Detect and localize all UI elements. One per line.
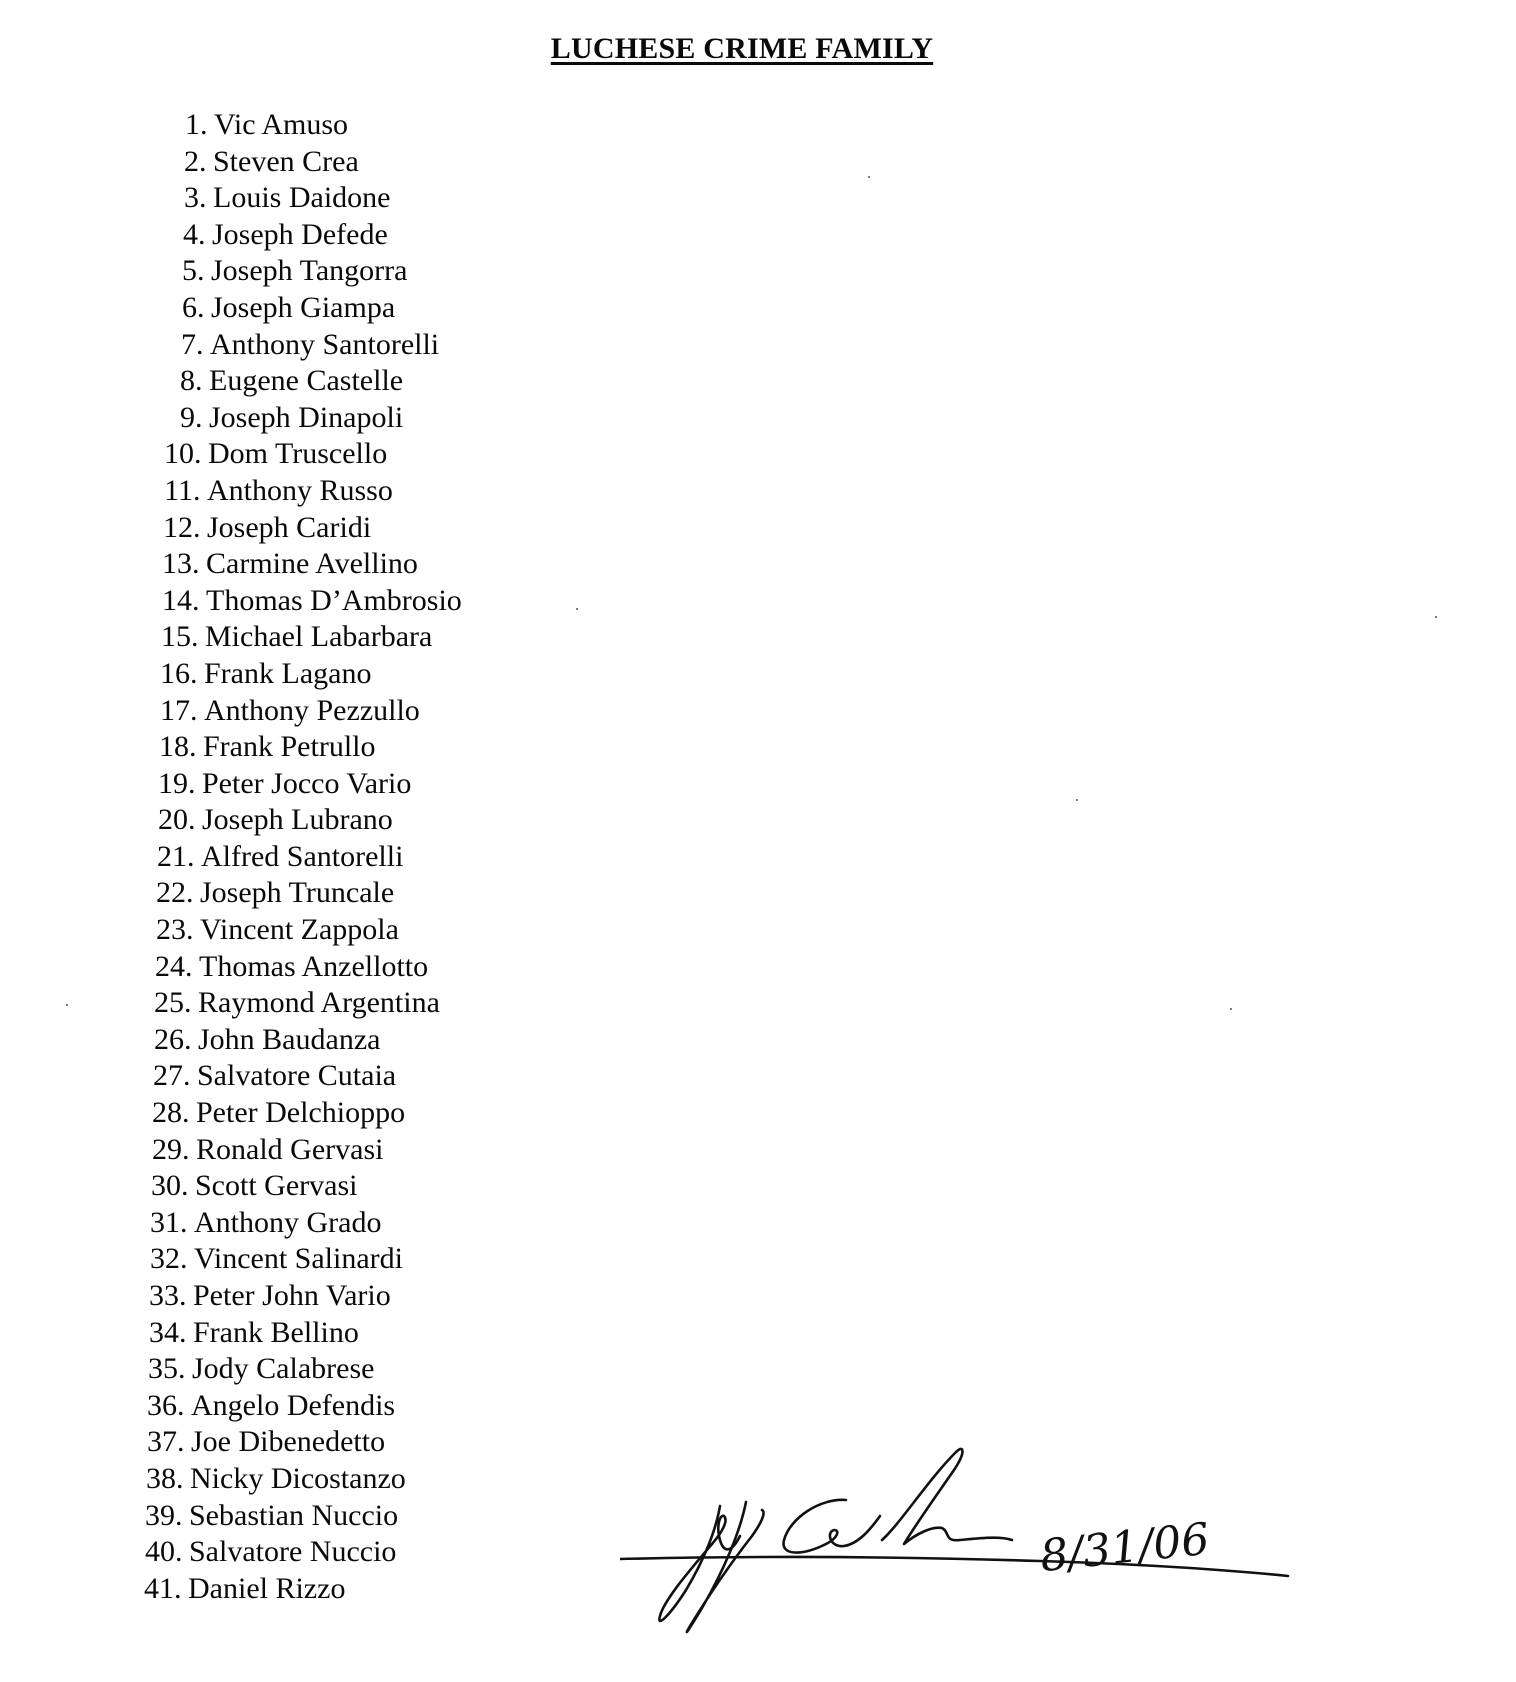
member-number-dot: .	[198, 217, 206, 251]
member-name: Joseph Giampa	[211, 290, 396, 324]
member-name: John Baudanza	[198, 1022, 381, 1056]
member-number-dot: .	[180, 1242, 188, 1276]
member-name: Peter Jocco Vario	[202, 766, 412, 800]
member-number: 3	[184, 181, 199, 215]
member-name: Jody Calabrese	[192, 1352, 375, 1386]
member-number-dot: .	[197, 290, 205, 324]
member-name: Joseph Dinapoli	[209, 400, 404, 434]
member-number-dot: .	[185, 949, 193, 983]
member-item	[0, 1424, 462, 1461]
member-name: Alfred Santorelli	[201, 839, 404, 873]
member-item	[0, 839, 462, 876]
member-item	[0, 363, 462, 400]
member-item	[0, 1278, 462, 1315]
member-name: Vincent Salinardi	[194, 1242, 403, 1276]
member-number-dot: .	[184, 1022, 192, 1056]
member-item	[0, 1241, 462, 1278]
member-number: 15	[161, 620, 191, 654]
member-number-dot: .	[177, 1425, 185, 1459]
member-number-dot: .	[178, 1352, 186, 1386]
member-number-dot: .	[190, 693, 198, 727]
member-name: Joseph Tangorra	[211, 254, 408, 288]
member-item	[0, 729, 462, 766]
member-number-dot: .	[183, 1059, 191, 1093]
member-name: Raymond Argentina	[198, 986, 440, 1020]
member-number: 32	[150, 1242, 180, 1276]
member-name: Joseph Lubrano	[202, 803, 393, 837]
member-number: 22	[156, 876, 186, 910]
member-item	[0, 802, 462, 839]
member-number-dot: .	[192, 547, 200, 581]
document-title: LUCHESE CRIME FAMILY	[550, 32, 934, 65]
member-number-dot: .	[179, 1279, 187, 1312]
member-number-dot: .	[180, 1205, 188, 1239]
signature-date	[1038, 1514, 1212, 1582]
member-number-dot: .	[186, 913, 194, 947]
member-number: 31	[150, 1205, 180, 1239]
member-number: 38	[146, 1461, 176, 1495]
member-number-dot: .	[190, 656, 198, 690]
member-name: Angelo Defendis	[191, 1388, 396, 1422]
member-list	[0, 107, 462, 1607]
member-name: Peter John Vario	[193, 1279, 391, 1312]
member-number: 7	[181, 327, 196, 361]
member-number: 19	[158, 766, 188, 800]
member-name: Thomas Anzellotto	[199, 949, 429, 983]
member-number-dot: .	[191, 620, 199, 654]
member-name: Salvatore Nuccio	[189, 1535, 397, 1569]
member-number: 2	[184, 144, 199, 178]
member-name: Sebastian Nuccio	[189, 1498, 399, 1532]
member-number-dot: .	[181, 1169, 189, 1203]
member-item	[0, 1058, 462, 1095]
member-number-dot: .	[187, 839, 195, 873]
member-number-dot: .	[182, 1096, 190, 1130]
member-item	[0, 436, 462, 473]
member-number: 21	[157, 839, 187, 873]
member-name: Anthony Grado	[194, 1205, 382, 1239]
member-name: Salvatore Cutaia	[197, 1059, 397, 1093]
member-item	[0, 656, 462, 693]
member-name: Anthony Russo	[207, 473, 393, 507]
member-number-dot: .	[199, 181, 207, 215]
member-number-dot: .	[188, 766, 196, 800]
member-name: Vic Amuso	[214, 108, 349, 141]
member-number-dot: .	[186, 876, 194, 910]
member-item	[0, 985, 462, 1022]
member-number: 14	[162, 583, 192, 617]
member-item	[0, 510, 462, 547]
member-item	[0, 1022, 462, 1059]
member-name: Ronald Gervasi	[196, 1132, 384, 1166]
member-item	[0, 546, 462, 583]
member-number: 6	[182, 290, 197, 324]
member-item	[0, 619, 462, 656]
member-name: Michael Labarbara	[205, 620, 433, 654]
member-number-dot: .	[175, 1498, 183, 1532]
member-number-dot: .	[177, 1388, 185, 1422]
member-number: 33	[149, 1279, 179, 1312]
member-name: Louis Daidone	[213, 181, 391, 215]
member-number-dot: .	[200, 108, 208, 141]
member-item	[0, 1388, 462, 1425]
member-item	[0, 1571, 462, 1608]
member-number-dot: .	[194, 437, 202, 471]
member-name: Peter Delchioppo	[196, 1096, 406, 1130]
member-number-dot: .	[174, 1571, 182, 1605]
member-item	[0, 217, 462, 254]
member-name: Frank Lagano	[204, 656, 372, 690]
member-number: 39	[145, 1498, 175, 1532]
member-number: 20	[158, 803, 188, 837]
member-number-dot: .	[188, 803, 196, 837]
member-number-dot: .	[195, 400, 203, 434]
member-number: 34	[149, 1315, 179, 1349]
member-item	[0, 1168, 462, 1205]
member-number: 8	[180, 364, 195, 398]
member-number-dot: .	[192, 583, 200, 617]
member-number: 29	[152, 1132, 182, 1166]
member-item	[0, 107, 462, 144]
member-item	[0, 912, 462, 949]
member-name: Joseph Caridi	[207, 510, 372, 544]
member-number: 40	[145, 1535, 175, 1569]
member-name: Eugene Castelle	[209, 364, 404, 398]
member-item	[0, 766, 462, 803]
member-number-dot: .	[175, 1535, 183, 1569]
member-name: Vincent Zappola	[200, 913, 399, 947]
member-item	[0, 949, 462, 986]
member-item	[0, 1205, 462, 1242]
member-number: 4	[183, 217, 198, 251]
member-name: Daniel Rizzo	[188, 1571, 346, 1605]
member-number-dot: .	[197, 254, 205, 288]
member-number-dot: .	[193, 510, 201, 544]
member-number-dot: .	[193, 473, 201, 507]
member-name: Joe Dibenedetto	[191, 1425, 386, 1459]
member-number: 37	[147, 1425, 177, 1459]
handwritten-signature-icon	[620, 1440, 1310, 1650]
member-name: Carmine Avellino	[206, 547, 418, 581]
member-number-dot: .	[176, 1461, 184, 1495]
member-number-dot: .	[189, 730, 197, 764]
member-item	[0, 1132, 462, 1169]
member-number: 26	[154, 1022, 184, 1056]
member-number: 41	[144, 1571, 174, 1605]
member-name: Anthony Pezzullo	[204, 693, 420, 727]
member-item	[0, 1315, 462, 1352]
member-number: 16	[160, 656, 190, 690]
member-name: Joseph Defede	[212, 217, 388, 251]
member-number-dot: .	[196, 327, 204, 361]
member-number: 12	[163, 510, 193, 544]
member-name: Steven Crea	[213, 144, 359, 178]
member-item	[0, 327, 462, 364]
member-number-dot: .	[179, 1315, 187, 1349]
member-name: Scott Gervasi	[195, 1169, 358, 1203]
member-number: 10	[164, 437, 194, 471]
member-number: 13	[162, 547, 192, 581]
member-name: Anthony Santorelli	[210, 327, 440, 361]
member-name: Dom Truscello	[208, 437, 388, 471]
member-number: 27	[153, 1059, 183, 1093]
member-name: Nicky Dicostanzo	[190, 1461, 406, 1495]
member-item	[0, 875, 462, 912]
member-item	[0, 1498, 462, 1535]
member-item	[0, 1461, 462, 1498]
member-item	[0, 290, 462, 327]
member-number: 28	[152, 1096, 182, 1130]
member-number: 23	[156, 913, 186, 947]
member-number: 1	[185, 108, 200, 141]
member-item	[0, 693, 462, 730]
member-name: Frank Petrullo	[203, 730, 376, 764]
member-item	[0, 144, 462, 181]
member-number-dot: .	[195, 364, 203, 398]
member-number-dot: .	[184, 986, 192, 1020]
member-item	[0, 400, 462, 437]
member-name: Joseph Truncale	[200, 876, 395, 910]
member-number-dot: .	[199, 144, 207, 178]
member-item	[0, 180, 462, 217]
member-item	[0, 1351, 462, 1388]
member-number-dot: .	[182, 1132, 190, 1166]
member-number: 17	[160, 693, 190, 727]
member-number: 30	[151, 1169, 181, 1203]
member-item	[0, 583, 462, 620]
signature-block	[620, 1440, 1310, 1650]
member-number: 25	[154, 986, 184, 1020]
member-item	[0, 253, 462, 290]
member-number: 11	[164, 473, 193, 507]
member-name: Frank Bellino	[193, 1315, 359, 1349]
member-item	[0, 473, 462, 510]
member-number: 24	[155, 949, 185, 983]
member-item	[0, 1095, 462, 1132]
member-number: 36	[147, 1388, 177, 1422]
svg-text:8/31/06: 8/31/06	[1037, 1513, 1212, 1583]
member-item	[0, 1534, 462, 1571]
member-number: 18	[159, 730, 189, 764]
member-number: 35	[148, 1352, 178, 1386]
member-name: Thomas D’Ambrosio	[206, 583, 462, 617]
member-number: 5	[182, 254, 197, 288]
member-number: 9	[180, 400, 195, 434]
